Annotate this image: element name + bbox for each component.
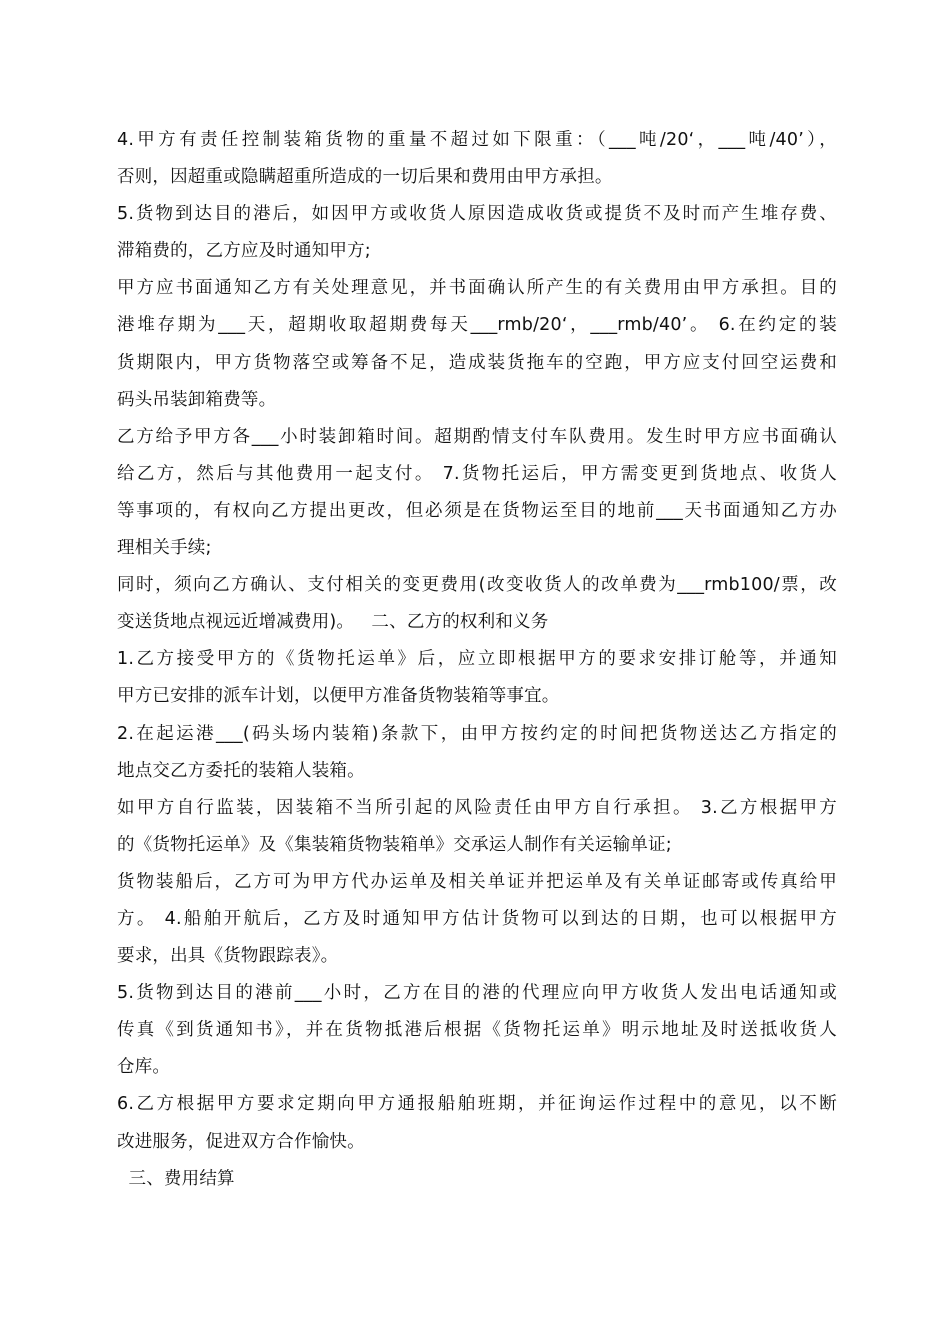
text-line: 4.甲方有责任控制装箱货物的重量不超过如下限重：（___吨/20‘，___吨/40’），: [117, 130, 837, 150]
text-line: 如甲方自行监装，因装箱不当所引起的风险责任由甲方自行承担。 3.乙方根据甲方: [117, 797, 837, 818]
text-line: 改进服务，促进双方合作愉快。: [117, 1131, 365, 1152]
text-line: 甲方应书面通知乙方有关处理意见，并书面确认所产生的有关费用由甲方承担。目的: [117, 278, 837, 299]
text-line: 等事项的，有权向乙方提出更改，但必须是在货物运至目的地前___天书面通知乙方办: [117, 500, 837, 521]
text-line: 仓库。: [117, 1057, 171, 1078]
text-line: 要求，出具《货物跟踪表》。: [117, 946, 339, 967]
text-line: 6.乙方根据甲方要求定期向甲方通报船舶班期，并征询运作过程中的意见，以不断: [117, 1094, 837, 1115]
text-line: 货期限内，甲方货物落空或筹备不足，造成装货拖车的空跑，甲方应支付回空运费和: [117, 352, 837, 373]
text-line: 1.乙方接受甲方的《货物托运单》后，应立即根据甲方的要求安排订舱等，并通知: [117, 649, 837, 670]
text-line: 5.货物到达目的港前___小时，乙方在目的港的代理应向甲方收货人发出电话通知或: [117, 983, 837, 1004]
text-line: 否则，因超重或隐瞒超重所造成的一切后果和费用由甲方承担。: [117, 167, 613, 188]
section-heading: 三、费用结算: [117, 1168, 235, 1189]
text-line: 同时，须向乙方确认、支付相关的变更费用(改变收货人的改单费为___rmb100/票，改: [117, 575, 837, 596]
text-line: 5.货物到达目的港后，如因甲方或收货人原因造成收货或提货不及时而产生堆存费、: [117, 204, 837, 225]
text-line: 理相关手续;: [117, 538, 212, 559]
text-line: 地点交乙方委托的装箱人装箱。: [117, 760, 365, 781]
text-line: 码头吊装卸箱费等。: [117, 389, 277, 410]
text-line: 的《货物托运单》及《集装箱货物装箱单》交承运人制作有关运输单证;: [117, 834, 672, 855]
text-line: 货物装船后，乙方可为甲方代办运单及相关单证并把运单及有关单证邮寄或传真给甲: [117, 871, 837, 892]
text-line: 给乙方，然后与其他费用一起支付。 7.货物托运后，甲方需变更到货地点、收货人: [117, 463, 837, 484]
text-line: 滞箱费的，乙方应及时通知甲方;: [117, 241, 371, 262]
text-line: 方。 4.船舶开航后，乙方及时通知甲方估计货物可以到达的日期，也可以根据甲方: [117, 908, 837, 929]
text-line: 传真《到货通知书》，并在货物抵港后根据《货物托运单》明示地址及时送抵收货人: [117, 1020, 837, 1041]
document-body: [117, 122, 837, 1198]
text-line: 甲方已安排的派车计划，以便甲方准备货物装箱等事宜。: [117, 686, 560, 707]
text-line: 港堆存期为___天，超期收取超期费每天___rmb/20‘，___rmb/40’。 6.在约定的装: [117, 315, 837, 336]
text-line: 2.在起运港___(码头场内装箱)条款下，由甲方按约定的时间把货物送达乙方指定的: [117, 723, 837, 744]
text-line: 乙方给予甲方各___小时装卸箱时间。超期酌情支付车队费用。发生时甲方应书面确认: [117, 426, 837, 447]
text-line: 变送货地点视远近增减费用)。 二、乙方的权利和义务: [117, 612, 549, 633]
